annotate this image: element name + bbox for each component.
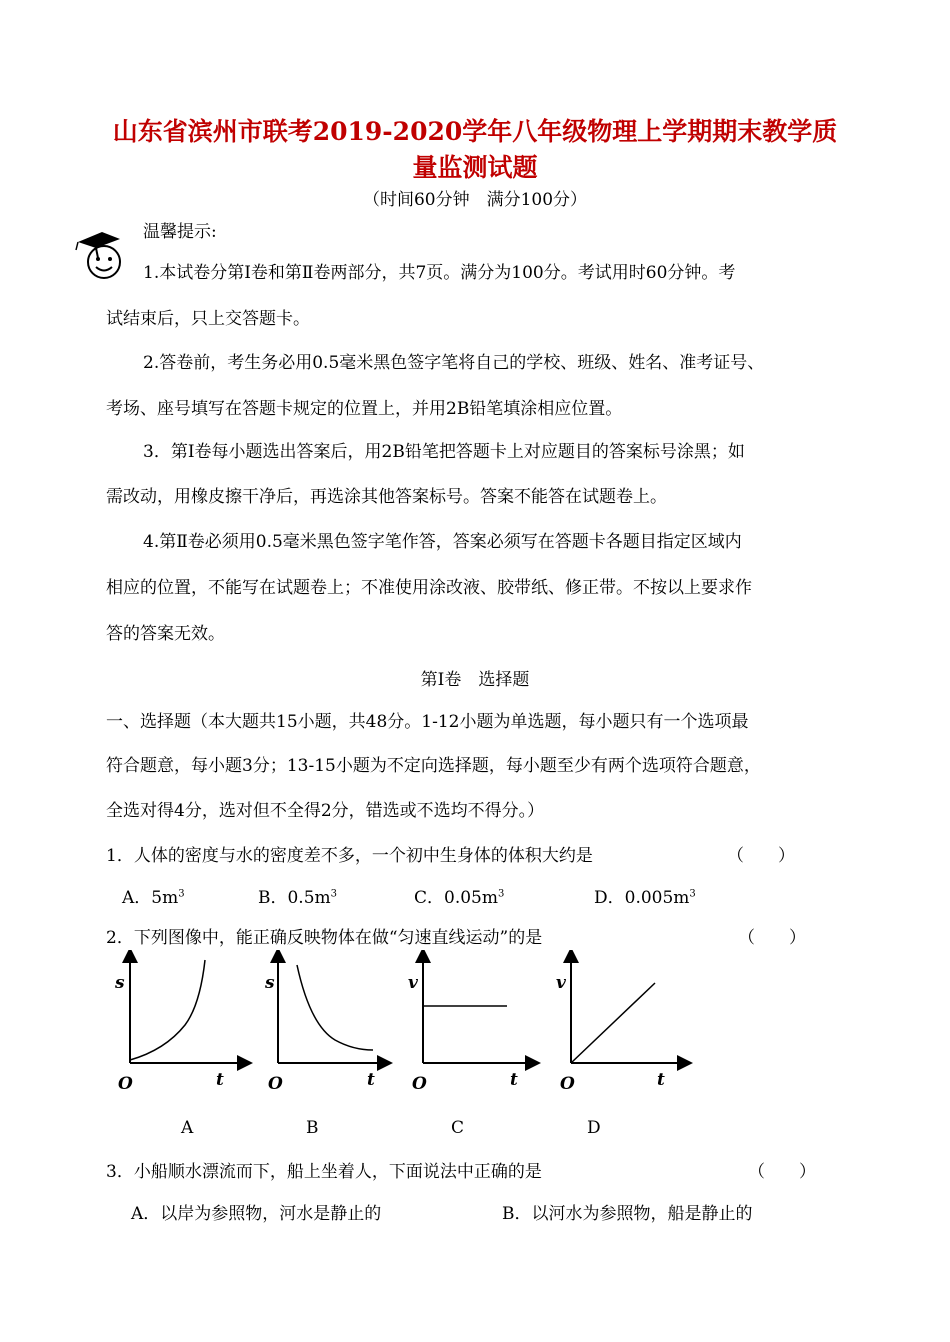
tip-4-line3: 答的答案无效。 xyxy=(106,624,225,644)
tips-heading: 温馨提示: xyxy=(143,222,217,242)
graph-b-origin: O xyxy=(268,1074,283,1094)
q2-answer-bracket: （ ） xyxy=(738,928,806,948)
q3-option-a: A．以岸为参照物，河水是静止的 xyxy=(131,1204,382,1224)
q1-option-c: C．$0.05m^3$ xyxy=(414,888,505,908)
tip-3-line1: 3．第Ⅰ卷每小题选出答案后，用2B铅笔把答题卡上对应题目的答案标号涂黑；如 xyxy=(143,442,745,462)
graph-d-letter: D xyxy=(587,1118,601,1138)
section-intro-line2: 符合题意，每小题3分；13-15小题为不定向选择题，每小题至少有两个选项符合题意， xyxy=(106,756,761,776)
graph-d-x-label: t xyxy=(657,1070,665,1090)
graph-a-letter: A xyxy=(181,1118,194,1138)
doc-title-line2: 量监测试题 xyxy=(412,153,538,182)
q1-option-d: D．$0.005m^3$ xyxy=(594,888,696,908)
graph-b-letter: B xyxy=(306,1118,319,1138)
section-intro-line1: 一、选择题（本大题共15小题，共48分。1-12小题为单选题，每小题只有一个选项最 xyxy=(106,712,749,732)
tip-1-line1: 1.本试卷分第Ⅰ卷和第Ⅱ卷两部分，共7页。满分为100分。考试用时60分钟。考 xyxy=(143,263,736,283)
q1-answer-bracket: （ ） xyxy=(727,846,795,866)
tip-3-line2: 需改动，用橡皮擦干净后，再选涂其他答案标号。答案不能答在试题卷上。 xyxy=(106,487,667,507)
tip-1-line2: 试结束后，只上交答题卡。 xyxy=(106,309,310,329)
q2-stem: 2．下列图像中，能正确反映物体在做“匀速直线运动”的是 xyxy=(106,928,543,948)
graph-a-origin: O xyxy=(118,1074,133,1094)
q2-graphs xyxy=(105,950,705,1100)
graph-d xyxy=(556,955,685,1094)
smiley-graduate-icon xyxy=(70,224,132,284)
q1-option-a: A．$5m^3$ xyxy=(122,888,185,908)
tip-2-line1: 2.答卷前，考生务必用0.5毫米黑色签字笔将自己的学校、班级、姓名、准考证号、 xyxy=(143,353,765,373)
graph-c-x-label: t xyxy=(510,1070,518,1090)
graph-a-y-label: s xyxy=(115,973,125,993)
graph-b-x-label: t xyxy=(367,1070,375,1090)
tip-2-line2: 考场、座号填写在答题卡规定的位置上，并用2B铅笔填涂相应位置。 xyxy=(106,399,623,419)
graph-b xyxy=(264,955,385,1094)
section-intro-line3: 全选对得4分，选对但不全得2分，错选或不选均不得分。） xyxy=(106,801,545,821)
graph-a-x-label: t xyxy=(216,1070,224,1090)
graph-c xyxy=(408,955,533,1094)
graph-c-letter: C xyxy=(451,1118,465,1138)
section-heading: 第Ⅰ卷 选择题 xyxy=(420,670,530,690)
doc-subtitle: （时间60分钟 满分100分） xyxy=(362,190,588,210)
graph-c-y-label: v xyxy=(408,973,418,993)
graph-b-curve xyxy=(297,965,373,1050)
graph-d-origin: O xyxy=(560,1074,575,1094)
q3-stem: 3．小船顺水漂流而下，船上坐着人，下面说法中正确的是 xyxy=(106,1162,542,1182)
q1-stem: 1．人体的密度与水的密度差不多，一个初中生身体的体积大约是 xyxy=(106,846,593,866)
graph-d-y-label: v xyxy=(556,973,566,993)
tip-4-line2: 相应的位置，不能写在试题卷上；不准使用涂改液、胶带纸、修正带。不按以上要求作 xyxy=(106,578,752,598)
graph-d-line xyxy=(571,983,655,1063)
graph-a-curve xyxy=(130,960,205,1060)
doc-title-line1: 山东省滨州市联考2019-2020学年八年级物理上学期期末教学质 xyxy=(112,117,838,146)
q3-answer-bracket: （ ） xyxy=(748,1162,816,1182)
graph-a xyxy=(114,955,245,1094)
q3-option-b: B．以河水为参照物，船是静止的 xyxy=(502,1204,753,1224)
graph-b-y-label: s xyxy=(265,973,275,993)
tip-4-line1: 4.第Ⅱ卷必须用0.5毫米黑色签字笔作答，答案必须写在答题卡各题目指定区域内 xyxy=(143,532,742,552)
q1-option-b: B．$0.5m^3$ xyxy=(258,888,338,908)
graph-c-origin: O xyxy=(412,1074,427,1094)
